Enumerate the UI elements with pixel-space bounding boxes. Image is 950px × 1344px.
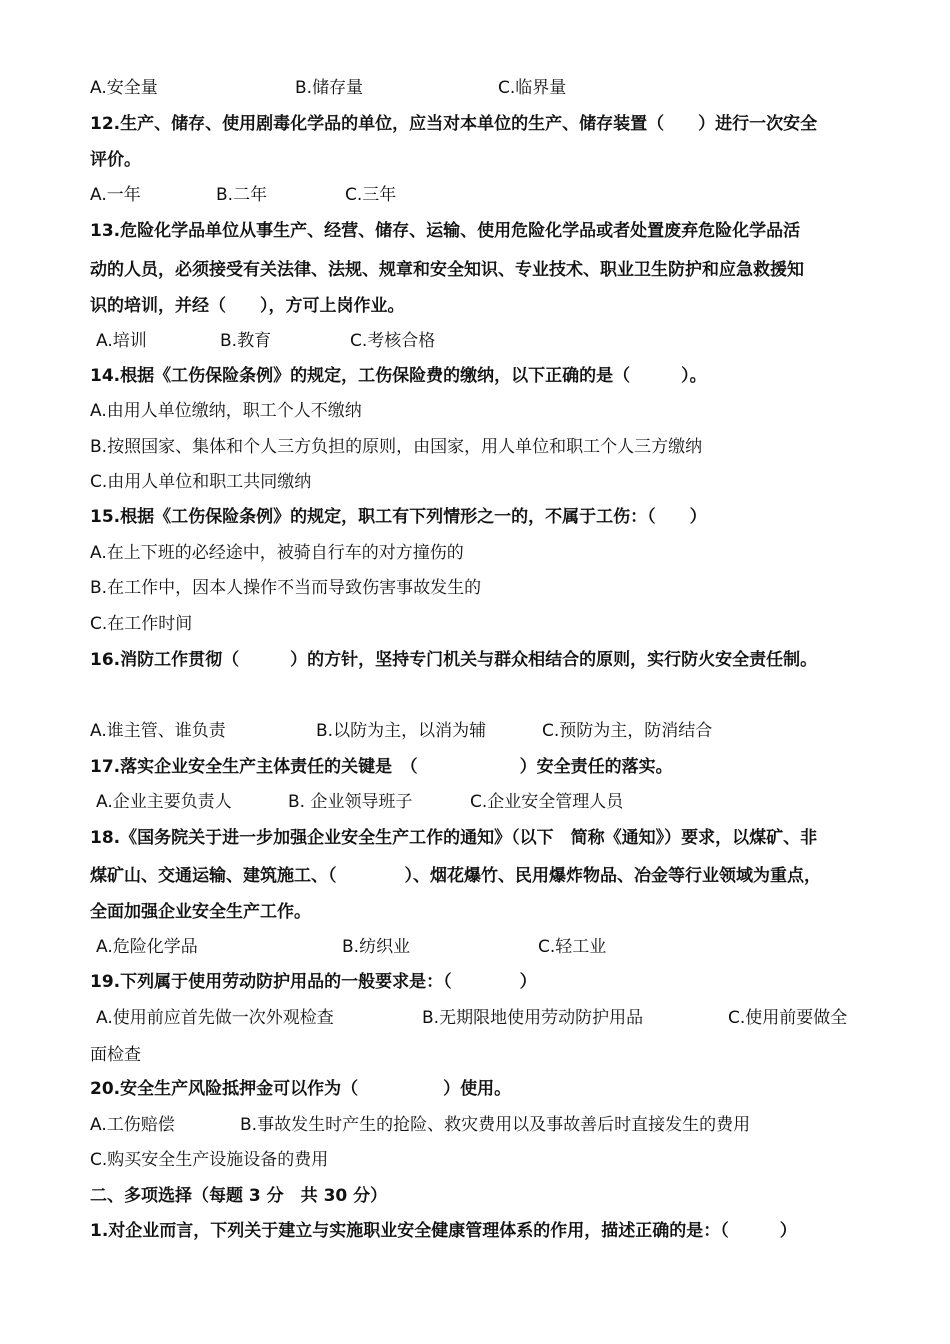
q13-option-a: A.培训	[96, 331, 147, 351]
q17-option-c: C.企业安全管理人员	[470, 792, 624, 812]
q11-option-b: B.储存量	[295, 78, 364, 98]
q13-question-line3: 识的培训，并经（ ），方可上岗作业。	[90, 296, 405, 316]
q15-option-c: C.在工作时间	[90, 614, 193, 634]
q19-option-a: A.使用前应首先做一次外观检查	[96, 1008, 334, 1028]
q14-option-a: A.由用人单位缴纳，职工个人不缴纳	[90, 401, 362, 421]
q15-option-a: A.在上下班的必经途中，被骑自行车的对方撞伤的	[90, 543, 464, 563]
q16-option-b: B.以防为主，以消为辅	[316, 721, 487, 741]
q14-option-b: B.按照国家、集体和个人三方负担的原则，由国家，用人单位和职工个人三方缴纳	[90, 437, 703, 457]
q14-option-c: C.由用人单位和职工共同缴纳	[90, 472, 312, 492]
section-2-title: 二、多项选择（每题 3 分 共 30 分）	[90, 1186, 388, 1206]
q17-option-a: A.企业主要负责人	[96, 792, 232, 812]
q13-question-line2: 动的人员，必须接受有关法律、法规、规章和安全知识、专业技术、职业卫生防护和应急救援知	[90, 260, 804, 280]
q12-question-line2: 评价。	[90, 150, 141, 170]
q17-option-b: B. 企业领导班子	[288, 792, 413, 812]
q18-option-b: B.纺织业	[342, 937, 411, 957]
q13-option-b: B.教育	[220, 331, 272, 351]
q12-option-a: A.一年	[90, 185, 141, 205]
q11-option-a: A.安全量	[90, 78, 158, 98]
q12-question-line1: 12.生产、储存、使用剧毒化学品的单位，应当对本单位的生产、储存装置（ ）进行一次安全	[90, 114, 818, 134]
q13-question-line1: 13.危险化学品单位从事生产、经营、储存、运输、使用危险化学品或者处置废弃危险化学品活	[90, 221, 801, 241]
q18-question-line3: 全面加强企业安全生产工作。	[90, 902, 311, 922]
q20-option-c: C.购买安全生产设施设备的费用	[90, 1150, 329, 1170]
q14-question-line1: 14.根据《工伤保险条例》的规定，工伤保险费的缴纳，以下正确的是（ ）。	[90, 366, 707, 386]
m1-question-line1: 1.对企业而言，下列关于建立与实施职业安全健康管理体系的作用，描述正确的是：（ ）	[90, 1221, 797, 1241]
q15-option-b: B.在工作中，因本人操作不当而导致伤害事故发生的	[90, 578, 482, 598]
q13-option-c: C.考核合格	[350, 331, 436, 351]
q19-option-c: C.使用前要做全	[728, 1008, 848, 1028]
q18-option-a: A.危险化学品	[96, 937, 198, 957]
q11-option-c: C.临界量	[498, 78, 567, 98]
q19-question-line1: 19.下列属于使用劳动防护用品的一般要求是：（ ）	[90, 972, 537, 992]
q18-question-line2: 煤矿山、交通运输、建筑施工、（ ）、烟花爆竹、民用爆炸物品、冶金等行业领域为重点，	[90, 866, 821, 886]
q12-option-b: B.二年	[216, 185, 268, 205]
q17-question-line1: 17.落实企业安全生产主体责任的关键是 （ ）安全责任的落实。	[90, 757, 673, 777]
q20-option-a: A.工伤赔偿	[90, 1115, 175, 1135]
q16-question-line1: 16.消防工作贯彻（ ）的方针，坚持专门机关与群众相结合的原则，实行防火安全责任制。	[90, 650, 818, 670]
q18-question-line1: 18.《国务院关于进一步加强企业安全生产工作的通知》（以下 简称《通知》）要求，以煤矿、非	[90, 828, 818, 848]
q18-option-c: C.轻工业	[538, 937, 607, 957]
q16-option-c: C.预防为主，防消结合	[542, 721, 713, 741]
q15-question-line1: 15.根据《工伤保险条例》的规定，职工有下列情形之一的，不属于工伤：（ ）	[90, 507, 707, 527]
q20-question-line1: 20.安全生产风险抵押金可以作为（ ）使用。	[90, 1079, 512, 1099]
q19-option-c-continued: 面检查	[90, 1045, 141, 1065]
q19-option-b: B.无期限地使用劳动防护用品	[422, 1008, 644, 1028]
q12-option-c: C.三年	[345, 185, 397, 205]
q16-option-a: A.谁主管、谁负责	[90, 721, 226, 741]
q20-option-b: B.事故发生时产生的抢险、救灾费用以及事故善后时直接发生的费用	[240, 1115, 751, 1135]
